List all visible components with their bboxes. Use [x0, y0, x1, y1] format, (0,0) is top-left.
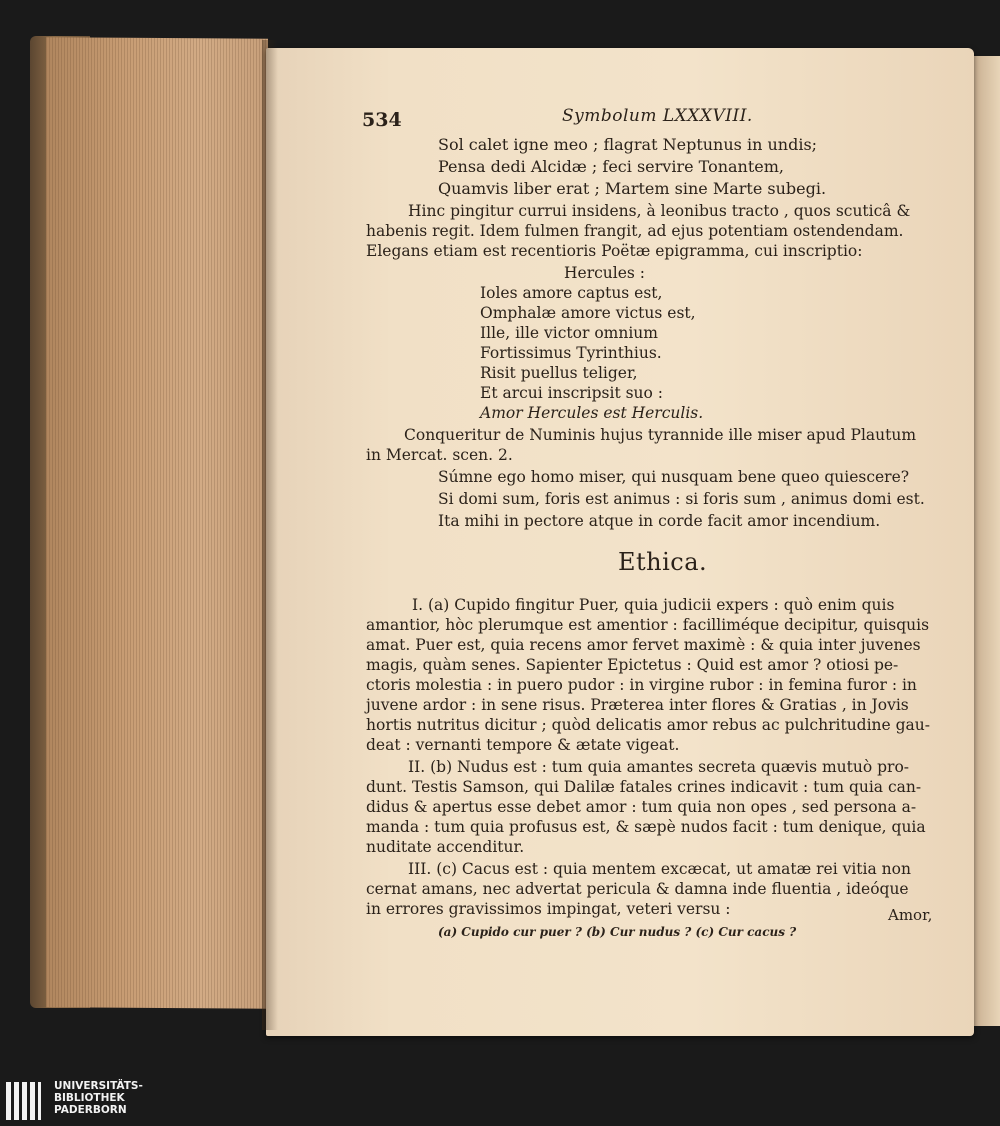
running-head: Symbolum LXXXVIII.	[562, 106, 753, 126]
prose-line: habenis regit. Idem fulmen frangit, ad ejus potentiam ostendendam.	[366, 222, 904, 240]
quote-line: Ita mihi in pectore atque in corde facit amor incendium.	[438, 512, 881, 530]
poem-line: Quamvis liber erat ; Martem sine Marte subegi.	[438, 179, 827, 198]
page-fore-edge	[46, 37, 268, 1009]
quote-line: Si domi sum, foris est animus : si foris sum , animus domi est.	[438, 490, 925, 508]
epigram-line: Et arcui inscripsit suo :	[480, 384, 664, 402]
prose-line: Conqueritur de Numinis hujus tyrannide ille miser apud Plautum	[404, 426, 917, 444]
quote-line: Súmne ego homo miser, qui nusquam bene queo quiescere?	[438, 468, 910, 486]
body-line: ctoris molestia : in puero pudor : in virgine rubor : in femina furor : in	[366, 676, 917, 694]
library-logo-icon	[6, 1082, 48, 1120]
body-line: didus & apertus esse debet amor : tum quia non opes , sed persona a-	[366, 798, 917, 816]
body-line: manda : tum quia profusus est, & sæpè nudos facit : tum denique, quia	[366, 818, 926, 836]
poem-line: Pensa dedi Alcidæ ; feci servire Tonantem,	[438, 157, 785, 176]
epigram-line: Ille, ille victor omnium	[480, 324, 658, 342]
library-footer-bar	[0, 1076, 1000, 1126]
body-line: I. (a) Cupido fingitur Puer, quia judicii expers : quò enim quis	[412, 596, 895, 614]
body-line: hortis nutritus dicitur ; quòd delicatis amor rebus ac pulchritudine gau-	[366, 716, 931, 734]
prose-line: Elegans etiam est recentioris Poëtæ epigramma, cui inscriptio:	[366, 242, 863, 260]
body-line: amat. Puer est, quia recens amor fervet maximè : & quia inter juvenes	[366, 636, 921, 654]
epigram-heading: Hercules :	[564, 264, 645, 282]
epigram-line: Fortissimus Tyrinthius.	[480, 344, 662, 362]
body-line: magis, quàm senes. Sapienter Epictetus : Quid est amor ? otiosi pe-	[366, 656, 899, 674]
library-name-line: BIBLIOTHEK	[54, 1092, 125, 1104]
body-line: III. (c) Cacus est : quia mentem excæcat, ut amatæ rei vitia non	[408, 860, 911, 878]
body-line: nuditate accenditur.	[366, 838, 525, 856]
section-title: Ethica.	[618, 548, 708, 576]
poem-line: Sol calet igne meo ; flagrat Neptunus in undis;	[438, 135, 818, 154]
epigram-line: Ioles amore captus est,	[480, 284, 663, 302]
page-number: 534	[362, 109, 402, 131]
catchword: Amor,	[888, 906, 933, 924]
library-name-line: UNIVERSITÄTS-	[54, 1080, 143, 1092]
prose-line: in Mercat. scen. 2.	[366, 446, 513, 464]
body-line: amantior, hòc plerumque est amentior : facilliméque decipitur, quisquis	[366, 616, 930, 634]
library-name-line: PADERBORN	[54, 1104, 127, 1116]
epigram-line: Omphalæ amore victus est,	[480, 304, 696, 322]
epigram-line: Risit puellus teliger,	[480, 364, 638, 382]
epigram-inscription: Amor Hercules est Herculis.	[480, 404, 704, 422]
body-line: II. (b) Nudus est : tum quia amantes secreta quævis mutuò pro-	[408, 758, 910, 776]
body-line: cernat amans, nec advertat pericula & damna inde fluentia , ideóque	[366, 880, 909, 898]
facing-page-edge	[974, 56, 1000, 1026]
body-line: in errores gravissimos impingat, veteri versu :	[366, 900, 731, 918]
body-line: deat : vernanti tempore & ætate vigeat.	[366, 736, 680, 754]
prose-line: Hinc pingitur currui insidens, à leonibus tracto , quos scuticâ &	[408, 202, 911, 220]
body-line: juvene ardor : in sene risus. Præterea inter flores & Gratias , in Jovis	[366, 696, 909, 714]
library-name	[54, 1080, 143, 1116]
footnotes: (a) Cupido cur puer ? (b) Cur nudus ? (c) Cur cacus ?	[438, 925, 797, 939]
body-line: dunt. Testis Samson, qui Dalilæ fatales crines indicavit : tum quia can-	[366, 778, 922, 796]
